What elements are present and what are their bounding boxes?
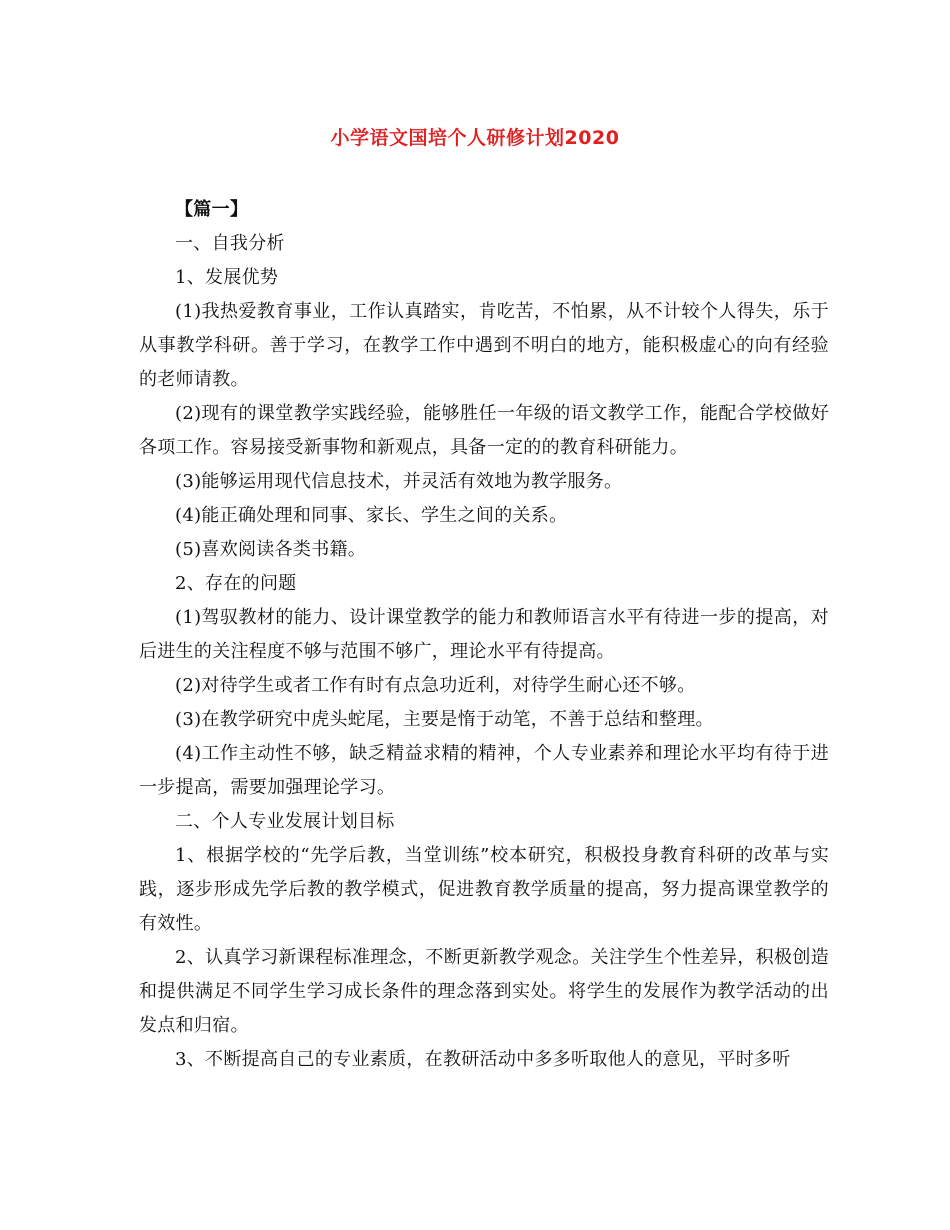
paragraph: (2)现有的课堂教学实践经验，能够胜任一年级的语文教学工作，能配合学校做好各项工作。容易接受新事物和新观点，具备一定的的教育科研能力。: [139, 403, 829, 458]
paragraph: (4)工作主动性不够，缺乏精益求精的精神，个人专业素养和理论水平均有待于进一步提高，需要加强理论学习。: [139, 743, 829, 798]
heading-self-analysis: 一、自我分析: [175, 233, 285, 254]
paragraph: 2、认真学习新课程标准理念，不断更新教学观念。关注学生个性差异，积极创造和提供满足不同学生学习成长条件的理念落到实处。将学生的发展作为教学活动的出发点和归宿。: [139, 947, 829, 1036]
section-label: 【篇一】: [175, 199, 249, 220]
paragraph: (2)对待学生或者工作有时有点急功近利，对待学生耐心还不够。: [175, 675, 696, 696]
subheading-problems: 2、存在的问题: [175, 573, 297, 594]
paragraph: (1)驾驭教材的能力、设计课堂教学的能力和教师语言水平有待进一步的提高，对后进生的关注程度不够与范围不够广，理论水平有待提高。: [139, 607, 829, 662]
paragraph: 1、根据学校的“先学后教，当堂训练”校本研究，积极投身教育科研的改革与实践，逐步形成先学后教的教学模式，促进教育教学质量的提高，努力提高课堂教学的有效性。: [139, 845, 829, 934]
paragraph: 3、不断提高自己的专业素质，在教研活动中多多听取他人的意见，平时多听: [175, 1049, 791, 1070]
heading-development-goals: 二、个人专业发展计划目标: [175, 811, 395, 832]
subheading-strengths: 1、发展优势: [175, 267, 279, 288]
paragraph: (4)能正确处理和同事、家长、学生之间的关系。: [175, 505, 568, 526]
paragraph: (5)喜欢阅读各类书籍。: [175, 539, 367, 560]
paragraph: (3)在教学研究中虎头蛇尾，主要是惰于动笔，不善于总结和整理。: [175, 709, 714, 730]
document-title: 小学语文国培个人研修计划2020: [330, 127, 620, 149]
paragraph: (1)我热爱教育事业，工作认真踏实，肯吃苦，不怕累，从不计较个人得失，乐于从事教学科研。善于学习，在教学工作中遇到不明白的地方，能积极虚心的向有经验的老师请教。: [139, 301, 829, 390]
document-body: [139, 193, 829, 1077]
paragraph: (3)能够运用现代信息技术，并灵活有效地为教学服务。: [175, 471, 623, 492]
